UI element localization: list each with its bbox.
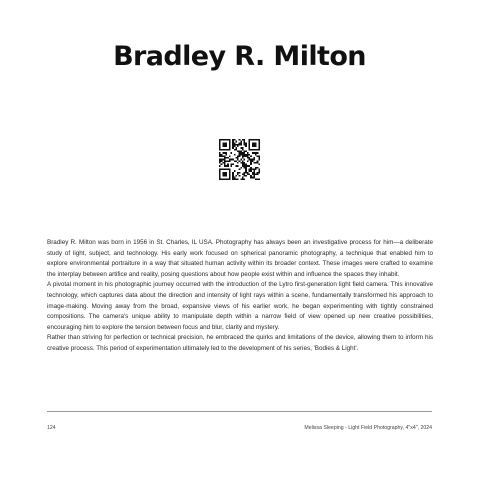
qr-code-icon [219, 139, 260, 180]
paragraph: Rather than striving for perfection or technical precision, he embraced the quirks and limitations of the device, allowing them to inform his creative process. This period of experimentation ultimately led to the development of his series, 'Bodies & Light'. [47, 334, 433, 352]
page-title: Bradley R. Milton [113, 41, 366, 72]
biography-text [47, 238, 433, 355]
footer-divider [47, 411, 432, 412]
page-number: 124 [47, 425, 56, 431]
footer-credit: Melissa Sleeping - Light Field Photography, 4"x4", 2024 [304, 425, 432, 431]
paragraph: Bradley R. Milton was born in 1956 in St. Charles, IL USA. Photography has always been an investigative process for him—a deliberate study of light, subject, and technology. His early work focused on spherical panoramic photography, a technique that enabled him to explore environmental portraiture in a way that situated human activity within its broader context. These images were crafted to examine the interplay between artifice and reality, posing questions about how people exist within and influence the spaces they inhabit. [47, 239, 433, 278]
paragraph: A pivotal moment in his photographic journey occurred with the introduction of the Lytro first-generation light field camera. This innovative technology, which captures data about the direction and intensity of light rays within a scene, fundamentally transformed his approach to image-making. Moving away from the broad, expansive views of his earlier work, he began experimenting with tightly constrained compositions. The camera's unique ability to manipulate depth within a narrow field of view opened up new creative possibilities, encouraging him to explore the tension between focus and blur, clarity and mystery. [47, 281, 433, 331]
